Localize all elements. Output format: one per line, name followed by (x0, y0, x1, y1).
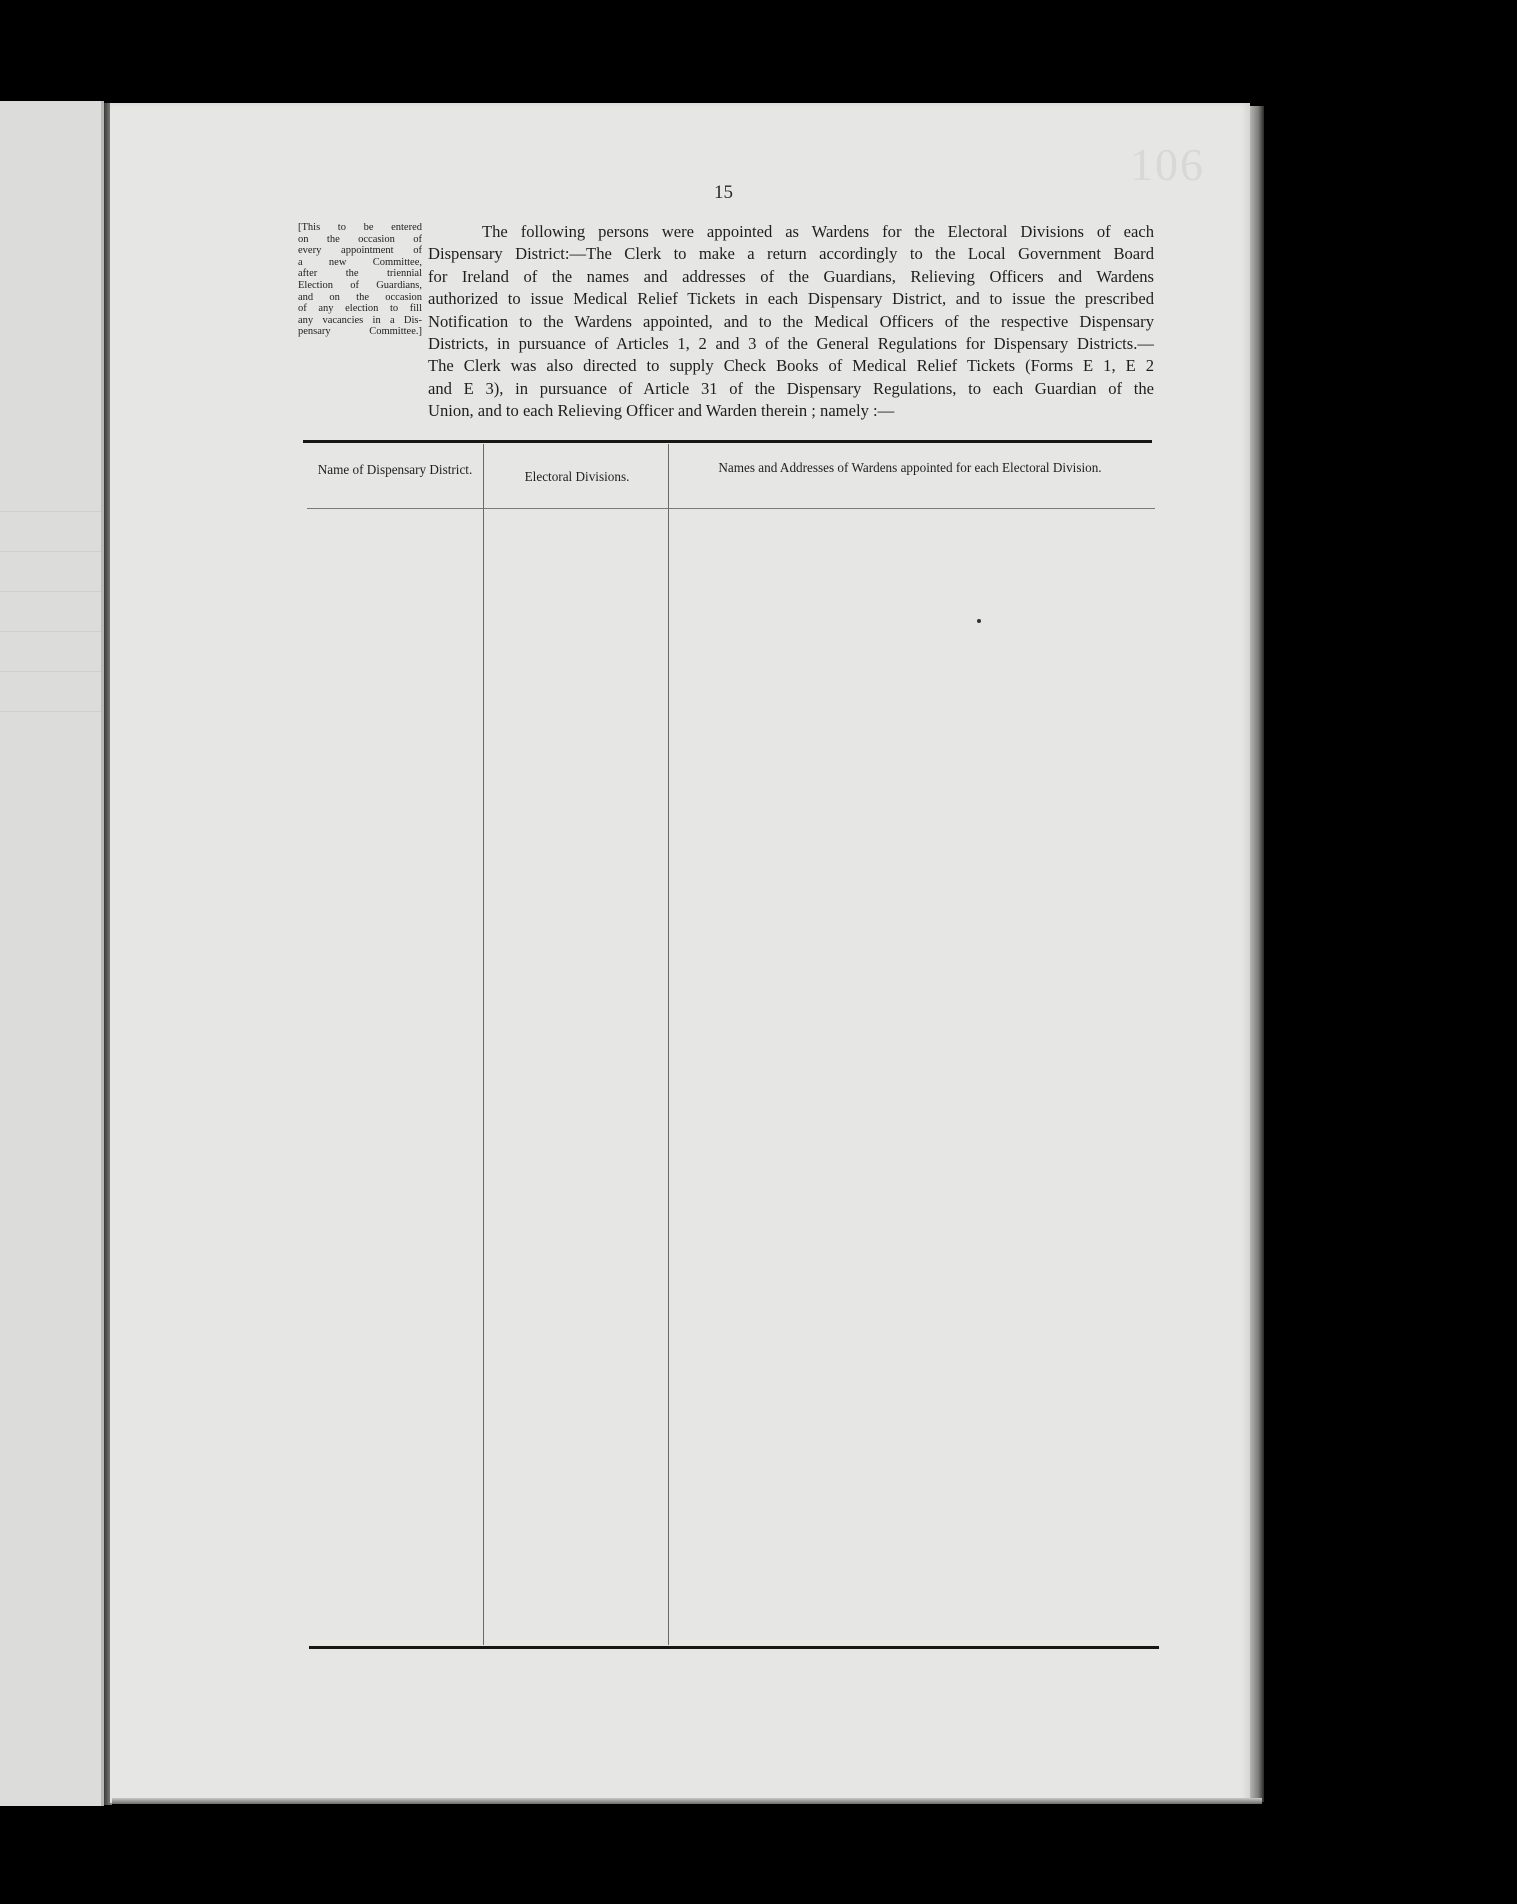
column-header-electoral-divisions: Electoral Divisions. (524, 469, 630, 484)
margin-note-line: after the triennial (298, 268, 422, 280)
margin-note (298, 222, 422, 338)
body-line: The following persons were appointed as Wardens for the Electoral Divisions of each (482, 222, 1154, 241)
column-divider (668, 444, 669, 1645)
body-paragraph (428, 221, 1154, 423)
body-line: Dispensary District:—The Clerk to make a return accordingly to the Local Government Board (428, 244, 1154, 264)
table-top-rule (303, 440, 1152, 443)
column-divider (483, 444, 484, 1645)
body-line: authorized to issue Medical Relief Tickets in each Dispensary District, and to issue the prescribed (428, 289, 1154, 309)
ink-speck (977, 619, 981, 623)
page-right-edge (1250, 106, 1264, 1802)
margin-note-line: a new Committee, (298, 256, 422, 268)
body-line: Districts, in pursuance of Articles 1, 2 and 3 of the General Regulations for Dispensary Districts.— (428, 334, 1154, 354)
margin-note-line: any vacancies in a Dis- (298, 314, 422, 326)
body-line: and E 3), in pursuance of Article 31 of the Dispensary Regulations, to each Guardian of the (428, 378, 1154, 398)
page-number: 15 (714, 182, 733, 203)
margin-note-line: every appointment of (298, 245, 422, 257)
table-header-rule (307, 508, 1155, 509)
margin-note-line: pensary Committee.] (298, 326, 422, 338)
page-bottom-edge (112, 1798, 1262, 1804)
column-header-wardens: Names and Addresses of Wardens appointed for each Electoral Division. (718, 460, 1102, 475)
margin-note-line: of any election to fill (298, 303, 422, 315)
table-bottom-rule (309, 1646, 1159, 1649)
previous-page-edge (0, 101, 104, 1806)
margin-note-line: [This to be entered (298, 222, 422, 233)
body-line: for Ireland of the names and addresses of the Guardians, Relieving Officers and Wardens (428, 266, 1154, 286)
body-line: Notification to the Wardens appointed, and to the Medical Officers of the respective Dispensary (428, 311, 1154, 331)
margin-note-line: on the occasion of (298, 233, 422, 245)
margin-note-line: Election of Guardians, (298, 279, 422, 291)
margin-note-line: and on the occasion (298, 291, 422, 303)
body-line: The Clerk was also directed to supply Check Books of Medical Relief Tickets (Forms E 1, E 2 (428, 356, 1154, 376)
body-line: Union, and to each Relieving Officer and Warden therein ; namely :— (428, 401, 895, 421)
bleed-through-number: 106 (1130, 139, 1205, 190)
column-header-dispensary-district: Name of Dispensary District. (317, 462, 473, 477)
